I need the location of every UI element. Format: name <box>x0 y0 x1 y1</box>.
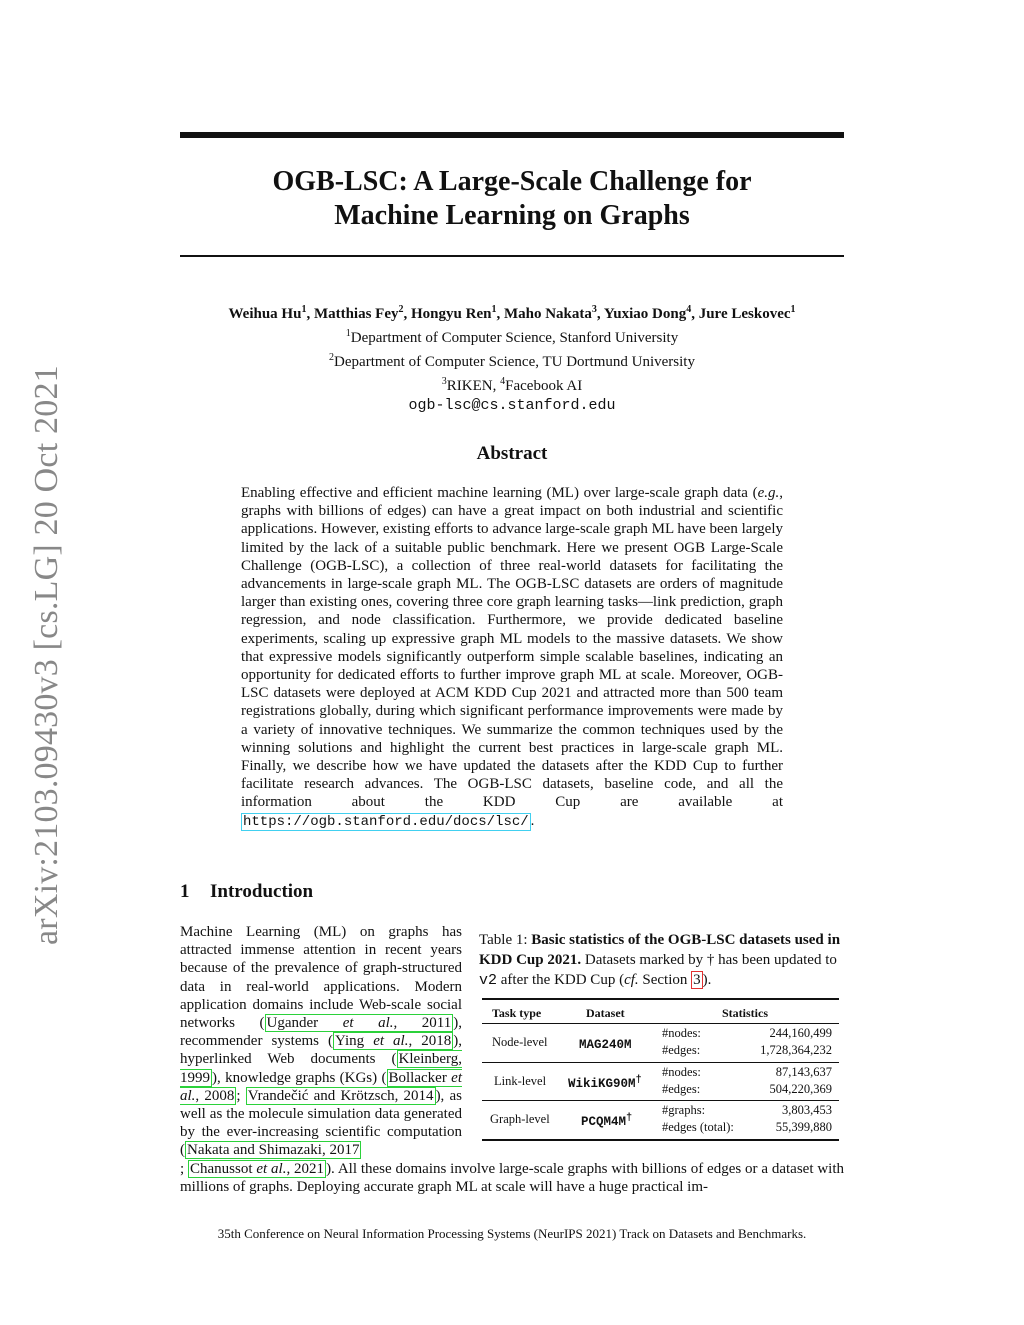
stat-key: #edges (total): <box>662 1120 734 1134</box>
intro-text: Machine Learning (ML) on graphs has attracted immense attention in recent years because of the prevalence of graph-structured data in real-world applications. Modern application domains include Web-scale social networks ( <box>180 924 462 1032</box>
author-name: Jure Leskovec <box>698 306 791 322</box>
intro-text: ), knowledge graphs (KGs) ( <box>212 1069 387 1086</box>
stat-value: 244,160,499 <box>769 1026 832 1040</box>
title-line-1: OGB-LSC: A Large-Scale Challenge for <box>272 166 752 197</box>
citation-author: Bollacker <box>388 1069 452 1086</box>
title-line-2: Machine Learning on Graphs <box>334 200 690 231</box>
caption-bold: Basic statistics of the OGB-LSC datasets used in KDD Cup 2021. <box>479 932 841 968</box>
citation-link[interactable]: Kleinberg, 1999 <box>180 1051 462 1086</box>
header-statistics: Statistics <box>722 1006 768 1020</box>
author-name: Weihua Hu <box>228 306 302 322</box>
table-row-rule <box>482 1100 839 1101</box>
affiliation-mark: 1 <box>345 328 351 339</box>
caption-code: v2 <box>479 972 498 989</box>
stat-key: #nodes: <box>662 1065 701 1079</box>
stat-key: #edges: <box>662 1082 701 1096</box>
header-task-type: Task type <box>492 1006 542 1020</box>
affiliation-mark: 1 <box>491 304 497 315</box>
author-name: Hongyu Ren <box>411 306 492 322</box>
abstract-text: . <box>530 812 535 829</box>
header-dataset: Dataset <box>586 1006 625 1020</box>
affiliation-mark: 4 <box>686 304 692 315</box>
citation-link[interactable]: Nakata and Shimazaki, 2017 <box>187 1142 360 1159</box>
row-task: Link-level <box>494 1074 547 1088</box>
section-heading <box>180 881 313 903</box>
citation-year: , 2021 <box>286 1161 325 1177</box>
contact-email[interactable]: ogb-lsc@cs.stanford.edu <box>408 397 616 414</box>
title-top-rule <box>180 132 844 138</box>
affiliation-2 <box>180 348 844 372</box>
intro-text: ), recommender systems ( <box>180 1015 462 1050</box>
stat-key: #nodes: <box>662 1026 701 1040</box>
abstract-text: e.g. <box>757 485 780 501</box>
arxiv-stamp: arXiv:2103.09430v3 [cs.LG] 20 Oct 2021 <box>28 365 65 945</box>
affiliation-mark: 1 <box>301 304 307 315</box>
affiliation-1 <box>180 324 844 348</box>
table-caption <box>479 930 844 991</box>
row-dataset <box>579 1035 632 1052</box>
affiliation-mark: 4 <box>500 376 506 387</box>
abstract-heading: Abstract <box>476 443 548 464</box>
author-name: Maho Nakata <box>503 306 592 322</box>
stat-value: 87,143,637 <box>775 1065 832 1079</box>
stat-key: #graphs: <box>662 1103 706 1117</box>
stat-key: #edges: <box>662 1043 701 1057</box>
caption-italic: cf. <box>624 972 639 988</box>
citation-etal: et al. <box>373 1033 409 1050</box>
stat-value: 1,728,364,232 <box>760 1043 832 1057</box>
citation-link[interactable] <box>188 1160 326 1178</box>
affiliation-text: Department of Computer Science, TU Dortmund University <box>334 354 695 370</box>
conference-footer: 35th Conference on Neural Information Processing Systems (NeurIPS 2021) Track on Datasets and Benchmarks. <box>217 1226 807 1241</box>
citation-author: Ying <box>335 1033 374 1050</box>
affiliation-3 <box>180 372 844 396</box>
intro-text: ; <box>236 1087 246 1104</box>
author-block <box>180 300 844 415</box>
caption-text: ). <box>702 972 712 988</box>
dagger-mark: † <box>635 1074 642 1086</box>
row-dataset <box>568 1074 642 1091</box>
affiliation-text: Department of Computer Science, Stanford University <box>350 330 679 346</box>
citation-etal: et al. <box>342 1015 394 1032</box>
paper-title <box>180 165 844 233</box>
row-task: Node-level <box>492 1035 548 1049</box>
section-title: Introduction <box>210 881 314 902</box>
row-task: Graph-level <box>490 1112 550 1126</box>
abstract-text: , graphs with billions of edges) can have a great impact on both industrial and scientific applications. However, existing efforts to advance large-scale graph ML have been largely limited by the lack of a suitable public benchmark. Here we present OGB Large-Scale Challenge (OGB-LSC), a collection of three real-world datasets for facilitating the advancements in large-scale graph ML. The OGB-LSC datasets are orders of magnitude larger than existing ones, covering three core graph learning tasks—link prediction, graph regression, and node classification. Furthermore, we provide dedicated baseline experiments, scaling up expressive graph ML models to the massive datasets. We show that expressive models significantly outperform simple scalable baselines, indicating an opportunity for dedicated efforts to further improve graph ML at scale. Moreover, OGB-LSC datasets were deployed at ACM KDD Cup 2021 and attracted more than 500 team registrations globally, during which significant performance improvements were made by a variety of innovative techniques. We summarize the common techniques used by the winning solutions and highlight the current best practices in large-scale graph ML. Finally, we describe how we have updated the datasets after the KDD Cup to further facilitate research advances. The OGB-LSC datasets, baseline code, and all the information about the KDD Cup are available at <box>241 485 783 811</box>
intro-text: ; <box>180 1161 189 1177</box>
stat-value: 504,220,369 <box>769 1082 832 1096</box>
citation-year: , 2008 <box>195 1087 235 1104</box>
section-number: 1 <box>180 881 190 902</box>
stat-value: 3,803,453 <box>782 1103 832 1117</box>
caption-label: Table 1: <box>479 932 532 948</box>
intro-text: ), hyperlinked Web documents ( <box>180 1033 462 1068</box>
caption-text: Datasets marked by † has been updated to <box>581 952 837 968</box>
caption-text: after the KDD Cup ( <box>497 972 625 988</box>
intro-paragraph-continued <box>180 1160 844 1196</box>
citation-author: Ugander <box>266 1015 343 1032</box>
affiliation-mark: 2 <box>329 352 335 363</box>
affiliation-mark: 3 <box>441 376 447 387</box>
author-names: Weihua Hu$^1$, Matthias Fey$^2$, Hongyu Ren$^1$, Maho Nakata$^3$, Yuxiao Dong$^4$, Jure Leskovec$^1$ <box>228 304 796 322</box>
caption-text: Section <box>638 972 692 988</box>
citation-author: Chanussot <box>190 1161 257 1177</box>
abstract-url-link[interactable]: https://ogb.stanford.edu/docs/lsc/ <box>243 813 529 830</box>
intro-text: ), as well as the molecule simulation data generated by the ever-increasing scientific computation ( <box>180 1087 462 1159</box>
author-name: Yuxiao Dong <box>603 306 687 322</box>
citation-year: , 2011 <box>393 1015 452 1032</box>
citation-year: , 2018 <box>408 1033 452 1050</box>
table-header-rule <box>482 1023 839 1024</box>
citation-etal: et al. <box>180 1069 462 1104</box>
affiliation-text: Facebook AI <box>505 378 583 394</box>
dataset-name: MAG240M <box>579 1038 632 1053</box>
citation-link[interactable] <box>333 1032 453 1050</box>
intro-text: ). All these domains involve large-scale graphs with billions of edges or a dataset with millions of graphs. Deploying accurate graph ML at scale will have a huge practical im- <box>180 1161 845 1196</box>
citation-etal: et al. <box>256 1161 287 1177</box>
section-ref-link[interactable]: 3 <box>693 972 701 988</box>
citation-link[interactable]: Vrandečić and Krötzsch, 2014 <box>247 1087 434 1104</box>
intro-paragraph <box>180 923 462 1160</box>
author-name: Matthias Fey <box>313 306 399 322</box>
abstract-text: Enabling effective and efficient machine learning (ML) over large-scale graph data ( <box>241 485 758 501</box>
abstract-body <box>241 484 783 831</box>
title-bottom-rule <box>180 255 844 257</box>
row-dataset <box>581 1112 632 1129</box>
affiliation-mark: 1 <box>790 304 796 315</box>
table-bottom-rule <box>482 1139 839 1141</box>
affiliation-mark: 3 <box>591 304 597 315</box>
dataset-name: WikiKG90M <box>568 1077 636 1092</box>
table-row-rule <box>482 1062 839 1063</box>
dagger-mark: † <box>626 1112 633 1124</box>
dataset-name: PCQM4M <box>581 1115 627 1130</box>
affiliation-mark: 2 <box>398 304 404 315</box>
citation-link[interactable] <box>265 1014 454 1032</box>
table-top-rule <box>482 998 839 1000</box>
stat-value: 55,399,880 <box>775 1120 832 1134</box>
affiliation-text: RIKEN, <box>446 378 501 394</box>
